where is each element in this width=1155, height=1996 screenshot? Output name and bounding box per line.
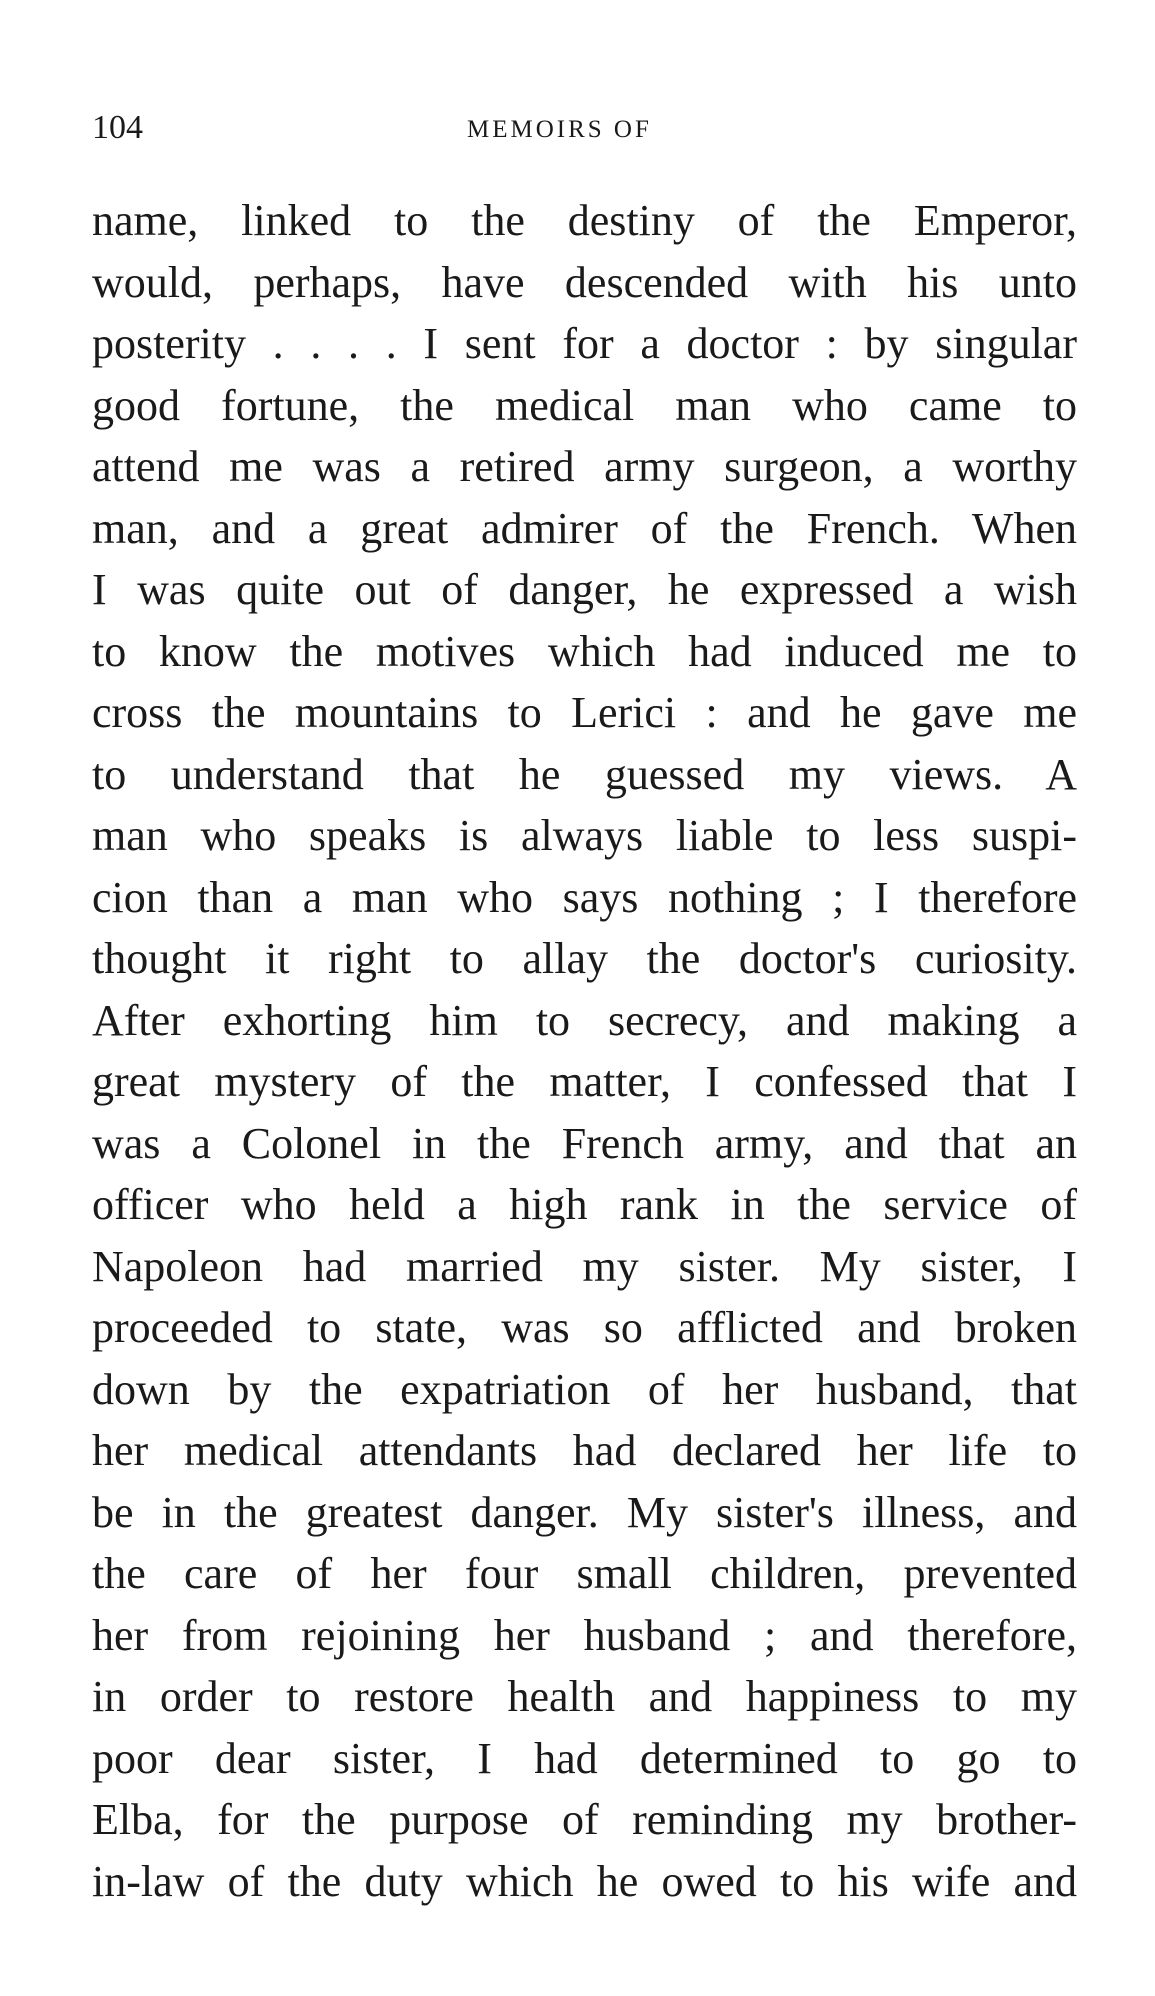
text-line: attend me was a retired army surgeon, a worthy [92,442,1077,491]
text-line: would, perhaps, have descended with his unto [92,257,1077,307]
page-number: 104 [92,109,143,146]
text-line: I was quite out of danger, he expressed a wish [92,565,1077,614]
text-line: was a Colonel in the French army, and that an [92,1118,1077,1168]
text-line: name, linked to the destiny of the Emperor, [92,196,1077,245]
page-header [92,108,1077,148]
text-line: proceeded to state, was so afflicted and broken [92,1303,1077,1352]
text-line: in-law of the duty which he owed to his wife and [92,1856,1077,1906]
text-line: poor dear sister, I had determined to go to [92,1733,1077,1783]
text-line: in order to restore health and happiness to my [92,1672,1077,1721]
text-line: to understand that he guessed my views. A [92,749,1077,799]
body-text [92,190,1077,1912]
text-line: Elba, for the purpose of reminding my brother- [92,1795,1077,1844]
text-line: After exhorting him to secrecy, and making a [92,995,1077,1045]
text-line: be in the greatest danger. My sister's illness, and [92,1487,1077,1537]
text-line: cross the mountains to Lerici : and he gave me [92,688,1077,737]
text-line: good fortune, the medical man who came to [92,380,1077,430]
text-line: officer who held a high rank in the service of [92,1180,1077,1229]
text-line: Napoleon had married my sister. My sister, I [92,1241,1077,1291]
text-line: the care of her four small children, prevented [92,1549,1077,1598]
text-line: great mystery of the matter, I confessed that I [92,1057,1077,1106]
text-line: her medical attendants had declared her life to [92,1426,1077,1475]
text-line: man, and a great admirer of the French. When [92,503,1077,553]
text-line: her from rejoining her husband ; and therefore, [92,1610,1077,1660]
text-line: posterity . . . . I sent for a doctor : by singular [92,319,1077,368]
text-line: to know the motives which had induced me to [92,626,1077,676]
text-line: down by the expatriation of her husband, that [92,1364,1077,1414]
running-head: MEMOIRS OF [467,116,652,143]
text-line: cion than a man who says nothing ; I therefore [92,872,1077,922]
text-line: thought it right to allay the doctor's curiosity. [92,934,1077,983]
text-line: man who speaks is always liable to less suspi- [92,811,1077,860]
